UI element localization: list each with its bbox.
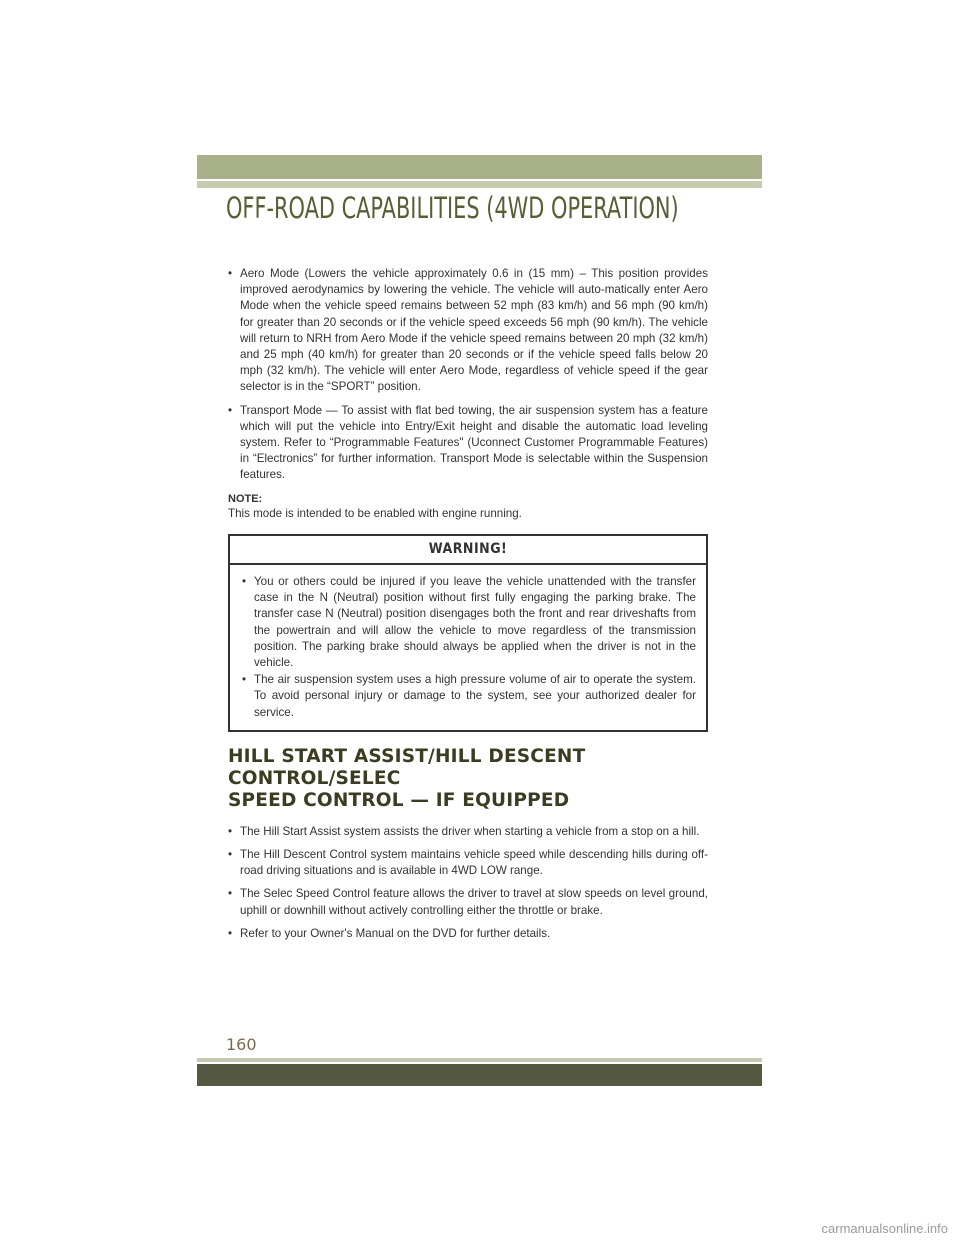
list-item	[228, 886, 708, 918]
list-item-text: The Selec Speed Control feature allows the driver to travel at slow speeds on level ground, uphill or downhill without actively controlling either the throttle or brake.	[240, 887, 708, 917]
bullet-mark: •	[228, 267, 233, 280]
list-item-aero-mode	[228, 266, 708, 396]
warning-item-text: You or others could be injured if you leave the vehicle unattended with the transfer case in the N (Neutral) position without first fully engaging the parking brake. The transfer case N (Neutral) position disengages both the front and rear driveshafts from the powertrain and will allow the vehicle to move regardless of the transmission position. The parking brake should always be applied when the driver is not in the vehicle.	[254, 575, 696, 670]
note-label: NOTE:	[228, 492, 263, 505]
header-band-thin	[197, 181, 762, 188]
list-item	[228, 824, 708, 840]
bullet-mark: •	[228, 848, 233, 862]
list-item	[228, 847, 708, 879]
header-band	[197, 155, 762, 179]
footer-band-thin	[197, 1058, 762, 1062]
footer-band	[197, 1064, 762, 1086]
bullet-mark: •	[228, 926, 233, 940]
list-item-text: Aero Mode (Lowers the vehicle approximately 0.6 in (15 mm) – This position provides improved aerodynamics by lowering the vehicle. The vehicle will auto-matically enter Aero Mode when the vehicle speed remains between 52 mph (83 km/h) and 56 mph (90 km/h) for greater than 20 seconds or if the vehicle speed exceeds 56 mph (90 km/h). The vehicle will return to NRH from Aero Mode if the vehicle speed remains between 20 mph (32 km/h) and 25 mph (40 km/h) for greater than 20 seconds or if the vehicle speed falls below 20 mph (32 km/h). The vehicle will enter Aero Mode, regardless of vehicle speed if the gear selector is in the “SPORT” position.	[240, 267, 708, 394]
list-item-text: Transport Mode — To assist with flat bed towing, the air suspension system has a feature which will put the vehicle into Entry/Exit height and disable the automatic load leveling system. Refer to “Programmable Features" (Uconnect Customer Programmable Features) in “Electronics” for further information. Transport Mode is selectable within the Suspension features.	[240, 403, 708, 482]
section-heading-line2: SPEED CONTROL — IF EQUIPPED	[228, 789, 570, 811]
page-content	[228, 266, 708, 949]
page-number: 160	[226, 1035, 257, 1054]
list-item	[228, 926, 708, 942]
warning-item-text: The air suspension system uses a high pressure volume of air to operate the system. To avoid personal injury or damage to the system, see your authorized dealer for service.	[254, 673, 696, 719]
list-item-text: The Hill Descent Control system maintains vehicle speed while descending hills during off-road driving situations and is available in 4WD LOW range.	[240, 848, 708, 878]
warning-body	[230, 565, 706, 730]
list-item-transport-mode	[228, 403, 708, 484]
bullet-mark: •	[242, 575, 247, 589]
warning-title: WARNING!	[230, 536, 706, 565]
bullet-mark: •	[228, 403, 233, 417]
section-heading-line1: HILL START ASSIST/HILL DESCENT CONTROL/SELEC	[228, 745, 586, 789]
bullet-mark: •	[228, 887, 233, 901]
list-item-text: The Hill Start Assist system assists the driver when starting a vehicle from a stop on a hill.	[240, 824, 700, 838]
warning-item	[242, 574, 696, 671]
watermark: carmanualsonline.info	[821, 1221, 948, 1236]
warning-box	[228, 534, 708, 732]
bullet-mark: •	[242, 673, 247, 687]
note-text: This mode is intended to be enabled with engine running.	[228, 506, 522, 520]
warning-item	[242, 672, 696, 721]
section-heading	[228, 746, 708, 812]
bullet-mark: •	[228, 824, 233, 838]
chapter-title: OFF-ROAD CAPABILITIES (4WD OPERATION)	[226, 191, 679, 225]
list-item-text: Refer to your Owner's Manual on the DVD for further details.	[240, 926, 551, 940]
